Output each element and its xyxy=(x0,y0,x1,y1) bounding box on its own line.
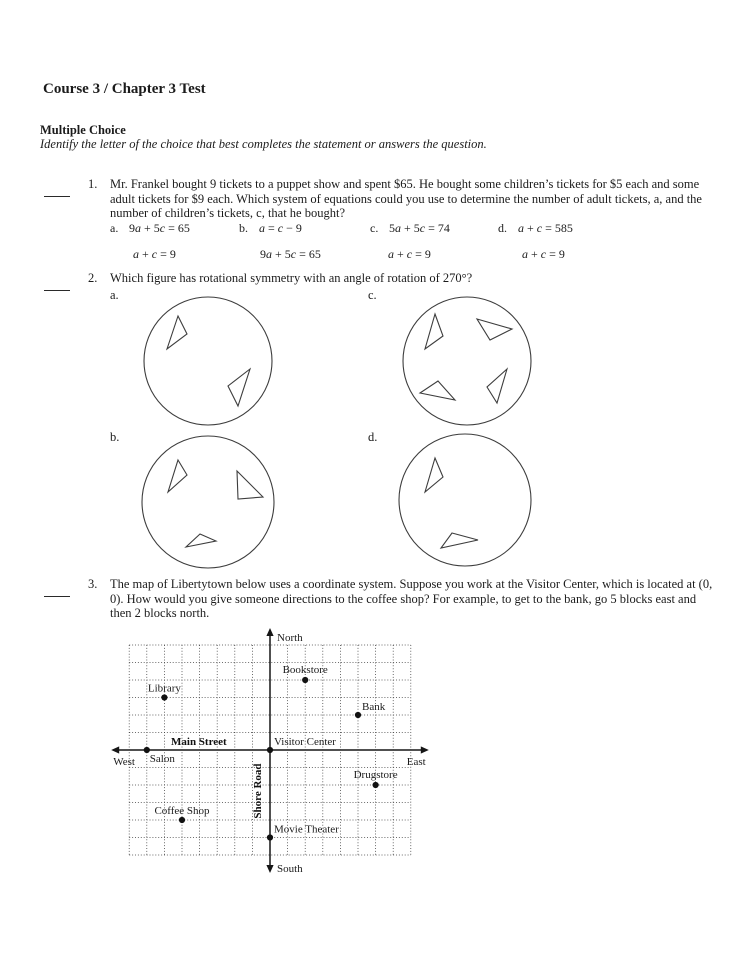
figure-triangle xyxy=(487,369,507,403)
map-arrow-south xyxy=(266,865,273,873)
question-1-text: Mr. Frankel bought 9 tickets to a puppet show and spent $65. He bought some children’s tickets for $5 each and some adult tickets for $9 each. Which system of equations could you use to determine the number of adult tickets, a, and the number of children’s tickets, c, that he bought? xyxy=(110,177,702,221)
question-2-number: 2. xyxy=(88,271,98,285)
map-label-bank: Bank xyxy=(362,701,386,713)
map-dot-library xyxy=(161,694,167,700)
map-dot-coffee-shop xyxy=(179,817,185,823)
figure-circle-d xyxy=(399,434,531,566)
figure-triangle xyxy=(237,471,263,499)
figure-circle-c xyxy=(403,297,531,425)
map-dot-drugstore xyxy=(373,782,379,788)
figure-triangle xyxy=(477,319,512,340)
map-label-salon: Salon xyxy=(149,753,175,765)
question-1-number: 1. xyxy=(88,177,98,191)
choice-c-equation-2: a + c = 9 xyxy=(388,247,431,261)
map-label-visitor-center: Visitor Center xyxy=(274,736,336,748)
choice-a-equation-1: 9a + 5c = 65 xyxy=(129,221,190,235)
rotation-figures xyxy=(142,297,531,568)
question-3-number: 3. xyxy=(88,577,98,591)
figure-triangle xyxy=(228,369,250,406)
figure-label-c: c. xyxy=(368,288,377,302)
choice-d-label: d. xyxy=(498,221,507,235)
page-title: Course 3 / Chapter 3 Test xyxy=(43,81,206,97)
figure-label-a: a. xyxy=(110,288,119,302)
compass-label-south: South xyxy=(277,863,303,875)
map-label-movie-theater: Movie Theater xyxy=(274,823,339,836)
choice-a-label: a. xyxy=(110,221,119,235)
map-label-bookstore: Bookstore xyxy=(282,664,328,676)
compass-label-east: East xyxy=(406,756,426,768)
map-label-library: Library xyxy=(147,682,181,695)
map-dot-visitor-center xyxy=(267,747,273,753)
choice-c-label: c. xyxy=(370,221,379,235)
map-dot-bank xyxy=(355,712,361,718)
map-dot-movie-theater xyxy=(267,834,273,840)
figure-triangle xyxy=(420,381,455,400)
figure-triangle xyxy=(167,316,187,349)
map-label-coffee-shop: Coffee Shop xyxy=(154,805,210,817)
map-arrow-west xyxy=(111,746,119,753)
section-heading: Multiple Choice xyxy=(40,123,126,137)
figure-triangle xyxy=(186,534,216,547)
answer-blank-q2 xyxy=(44,282,70,291)
compass-label-north: North xyxy=(277,632,303,644)
figure-triangle xyxy=(168,460,187,492)
figure-label-b: b. xyxy=(110,430,120,444)
compass-label-west: West xyxy=(113,756,135,768)
street-label-shore-road: Shore Road xyxy=(252,763,264,819)
figure-triangle xyxy=(425,314,443,349)
question-3-text: The map of Libertytown below uses a coordinate system. Suppose you work at the Visitor Center, which is located at (0, 0). How would you give someone directions to the coffee shop? For example, to get to the bank, go 5 blocks east and then 2 blocks north. xyxy=(110,577,713,621)
figure-triangle xyxy=(425,458,443,492)
answer-blank-q3 xyxy=(44,588,70,597)
map-dot-bookstore xyxy=(302,677,308,683)
map-grid xyxy=(129,645,411,855)
choice-d-equation-1: a + c = 585 xyxy=(518,221,573,235)
map-arrow-north xyxy=(266,628,273,636)
section-instruction: Identify the letter of the choice that best completes the statement or answers the question. xyxy=(40,137,487,151)
map-dot-salon xyxy=(144,747,150,753)
answer-blank-q1 xyxy=(44,188,70,197)
map-label-drugstore: Drugstore xyxy=(353,769,398,781)
figure-triangle xyxy=(441,533,478,548)
choice-d-equation-2: a + c = 9 xyxy=(522,247,565,261)
figure-circle-b xyxy=(142,436,274,568)
question-2-text: Which figure has rotational symmetry with an angle of rotation of 270°? xyxy=(110,271,473,285)
libertytown-map xyxy=(111,628,429,875)
figure-label-d: d. xyxy=(368,430,378,444)
choice-c-equation-1: 5a + 5c = 74 xyxy=(389,221,450,235)
choice-b-label: b. xyxy=(239,221,248,235)
choice-a-equation-2: a + c = 9 xyxy=(133,247,176,261)
map-arrow-east xyxy=(421,746,429,753)
choice-b-equation-1: a = c − 9 xyxy=(259,221,302,235)
figure-circle-a xyxy=(144,297,272,425)
street-label-main-street: Main Street xyxy=(171,736,227,748)
choice-b-equation-2: 9a + 5c = 65 xyxy=(260,247,321,261)
